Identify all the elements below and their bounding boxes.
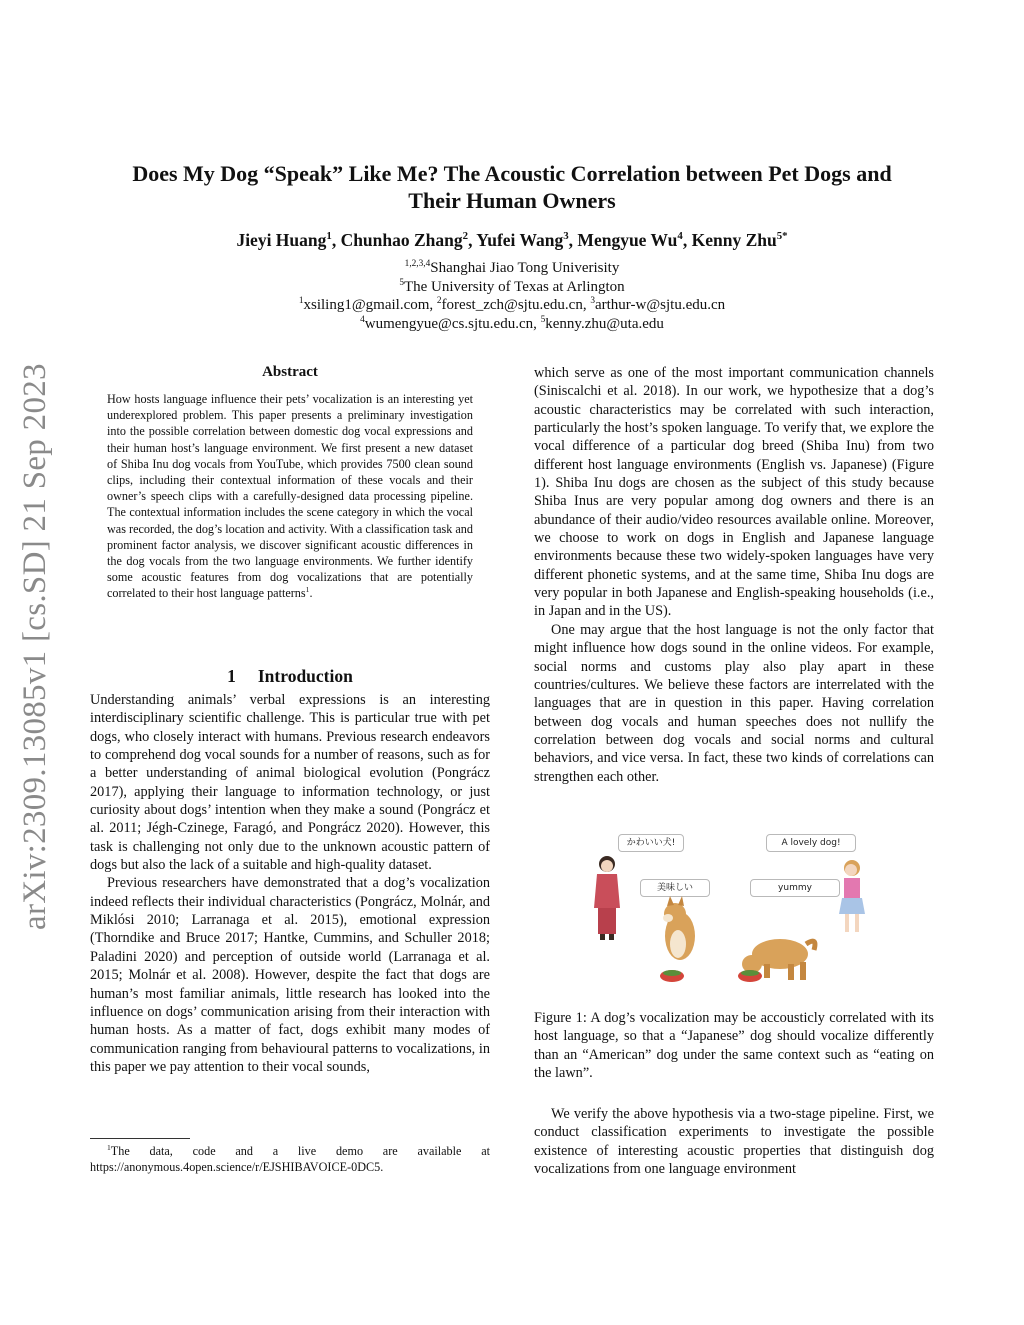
author-affil-mark: 3: [563, 230, 569, 243]
abstract-end: .: [309, 586, 313, 601]
author-name: Kenny Zhu: [691, 230, 777, 250]
arxiv-identifier-stamp: arXiv:2309.13085v1 [cs.SD] 21 Sep 2023: [17, 363, 53, 930]
abstract-text: How hosts language influence their pets’ vocalization is an interesting yet underexplored problem. This paper presents a preliminary investigation into the possible correlation between domestic dog vocal expressions and their human host’s language environment. We first present a new dataset of Shiba Inu dog vocals from YouTube, which provides 7500 clean sound clips, including their contextual information of these vocals and their owner’s speech clips with a carefully-designed data processing pipeline. The contextual information includes the scene category in which the vocal was recorded, the dog’s location and activity. With a classification task and prominent factor analysis, we discover significant acoustic differences in the dog vocals from the two language environments. We further identify some acoustic features from dog vocalizations that are potentially correlated to their host language patterns: [107, 392, 473, 601]
affiliation-name: The University of Texas at Arlington: [403, 278, 625, 295]
american-owner-illustration: [839, 860, 865, 932]
footnote-mark: 1: [107, 1142, 111, 1152]
right-paragraph-3: We verify the above hypothesis via a two-stage pipeline. First, we conduct classification experiments to investigate the possible existence of interesting acoustic properties that distinguish dog vocalizations from one language environment: [534, 1106, 934, 1178]
affiliation-sjtu: [80, 259, 944, 278]
email-address: kenny.zhu@uta.edu: [545, 315, 664, 332]
section-title: Introduction: [257, 666, 353, 686]
author-separator: ,: [568, 230, 578, 250]
intro-paragraph-1: Understanding animals’ verbal expressions is an interesting interdisciplinary scientific challenge. This is particular true with pet dogs, who closely interact with humans. Previous research endeavors to comprehend dog vocal sounds for a number of reasons, such as for a better understanding of animal biological evolution (Pongrácz 2017), applying their language to information technology, or just curiosity about dogs’ intention when they make a sound (Pongrácz et al. 2011; Jégh-Czinege, Faragó, and Pongrácz 2020). However, this task is challenging not only due to the unknown acoustic pattern of dogs but also the lack of a suitable and high-quality dataset.: [90, 692, 490, 874]
affiliation-uta: [80, 278, 944, 297]
food-bowl-left: [660, 970, 684, 982]
email-address: forest_zch@sjtu.edu.cn,: [441, 297, 591, 313]
paper-title-line-1: Does My Dog “Speak” Like Me? The Acoustic Correlation between Pet Dogs and: [132, 161, 892, 186]
email-mark: 5: [540, 314, 546, 325]
intro-paragraph-2: Previous researchers have demonstrated that a dog’s vocalization indeed reflects their individual characteristics (Pongrácz, Molnár, and Miklósi 2010; Larranaga et al. 2015), emotional expression (Thorndike and Bruce 2017; Hantke, Cummins, and Schuller 2018; Paladini 2020) and perception of outside world (Larranaga et al. 2015; Molnár et al. 2008). However, despite the fact that dogs are human’s most familiar animals, little research has looked into the influence on dogs’ communication arising from their interaction with human hosts. As a matter of fact, dogs exhibit many modes of communication ranging from behavioural patterns to vocalizations, in this paper we pay attention to their vocal sounds,: [90, 875, 490, 1075]
email-mark: 4: [360, 314, 365, 325]
shiba-dog-sitting-illustration: [663, 896, 695, 960]
affiliation-name: Shanghai Jiao Tong Univerisity: [430, 260, 620, 276]
author-name: Mengyue Wu: [577, 230, 678, 250]
footnote-rule: [90, 1138, 190, 1139]
speech-bubble-japanese-yummy: 美味しい: [640, 879, 710, 897]
left-column-body: [90, 691, 490, 1076]
affiliation-mark: 1,2,3,4: [404, 259, 431, 269]
author-name: Jieyi Huang: [236, 230, 327, 250]
speech-bubble-japanese-cute-dog: かわいい犬!: [618, 834, 684, 852]
email-address: arthur-w@sjtu.edu.cn: [594, 297, 726, 313]
section-number: 1: [227, 666, 236, 686]
email-address: wumengyue@cs.sjtu.edu.cn,: [364, 315, 541, 332]
figure-illustration: [580, 826, 880, 1006]
author-list: [80, 230, 944, 251]
figure-1: [580, 826, 880, 1006]
right-paragraph-2: One may argue that the host language is not the only factor that might influence how dogs sound in the online videos. For example, social norms and customs play also play apart in these countries/cultures. We believe these factors are interrelated with the languages that are in question in this paper. Having correlation between dog vocals and human speeches does not nullify the correlation between dog vocals and social norms and cultural behaviors, and vice versa. In fact, these two kinds of correlations can strengthen each other.: [534, 621, 934, 785]
author-affil-mark: 5*: [776, 230, 788, 243]
emails-line-2: [80, 315, 944, 334]
email-mark: 3: [590, 296, 595, 306]
section-heading-introduction: [90, 666, 490, 687]
author-separator: ,: [468, 230, 477, 250]
food-bowl-right: [738, 970, 762, 982]
japanese-owner-illustration: [594, 856, 620, 940]
footnote-text: The data, code and a live demo are available at https://anonymous.4open.science/r/EJSHIBAVOICE-0DC5.: [90, 1144, 490, 1174]
paper-title: [80, 160, 944, 214]
email-address: xsiling1@gmail.com,: [303, 297, 437, 313]
author-name: Yufei Wang: [476, 230, 564, 250]
figure-1-caption: Figure 1: A dog’s vocalization may be accousticly correlated with its host language, so that a “Japanese” dog should vocalize differently than an “American” dog under the same context such as “eating on the lawn”.: [534, 1010, 934, 1082]
affiliation-mark: 5: [399, 277, 404, 288]
author-separator: ,: [682, 230, 692, 250]
author-affil-mark: 1: [326, 230, 332, 243]
author-name: Chunhao Zhang: [340, 230, 463, 250]
right-column-body: [534, 364, 934, 786]
emails-line-1: [80, 296, 944, 315]
author-affil-mark: 2: [462, 230, 469, 243]
footnote: [90, 1143, 490, 1175]
abstract-body: [107, 391, 473, 602]
abstract-heading: Abstract: [262, 364, 318, 380]
paper-title-line-2: Their Human Owners: [408, 188, 616, 213]
speech-bubble-english-yummy: yummy: [750, 879, 840, 897]
author-separator: ,: [331, 230, 341, 250]
right-paragraph-1: which serve as one of the most important communication channels (Siniscalchi et al. 2018). In our work, we hypothesize that a dog’s acoustic characteristics may be correlated with such interaction, particularly the host’s spoken language. To verify that, we explore the vocal difference of a particular dog breed (Shiba Inu) from two different host language environments (English vs. Japanese) (Figure 1). Shiba Inu dogs are chosen as the subject of this study because Shiba Inus are very popular among dog owners and there is an abundance of their audio/video resources available online. Moreover, we choose to work on dogs in English and Japanese language environments because these two widely-spoken languages have very different phonetic systems, and at the same time, Shiba Inu dogs are very popular in both Japanese and English-speaking households (i.e., in Japan and in the US).: [534, 365, 934, 620]
speech-bubble-english-lovely-dog: A lovely dog!: [766, 834, 856, 852]
email-mark: 1: [298, 296, 304, 306]
author-affil-mark: 4: [677, 230, 683, 243]
affiliations: [80, 259, 944, 333]
footnote-ref: 1: [305, 585, 310, 595]
email-mark: 2: [436, 296, 442, 306]
